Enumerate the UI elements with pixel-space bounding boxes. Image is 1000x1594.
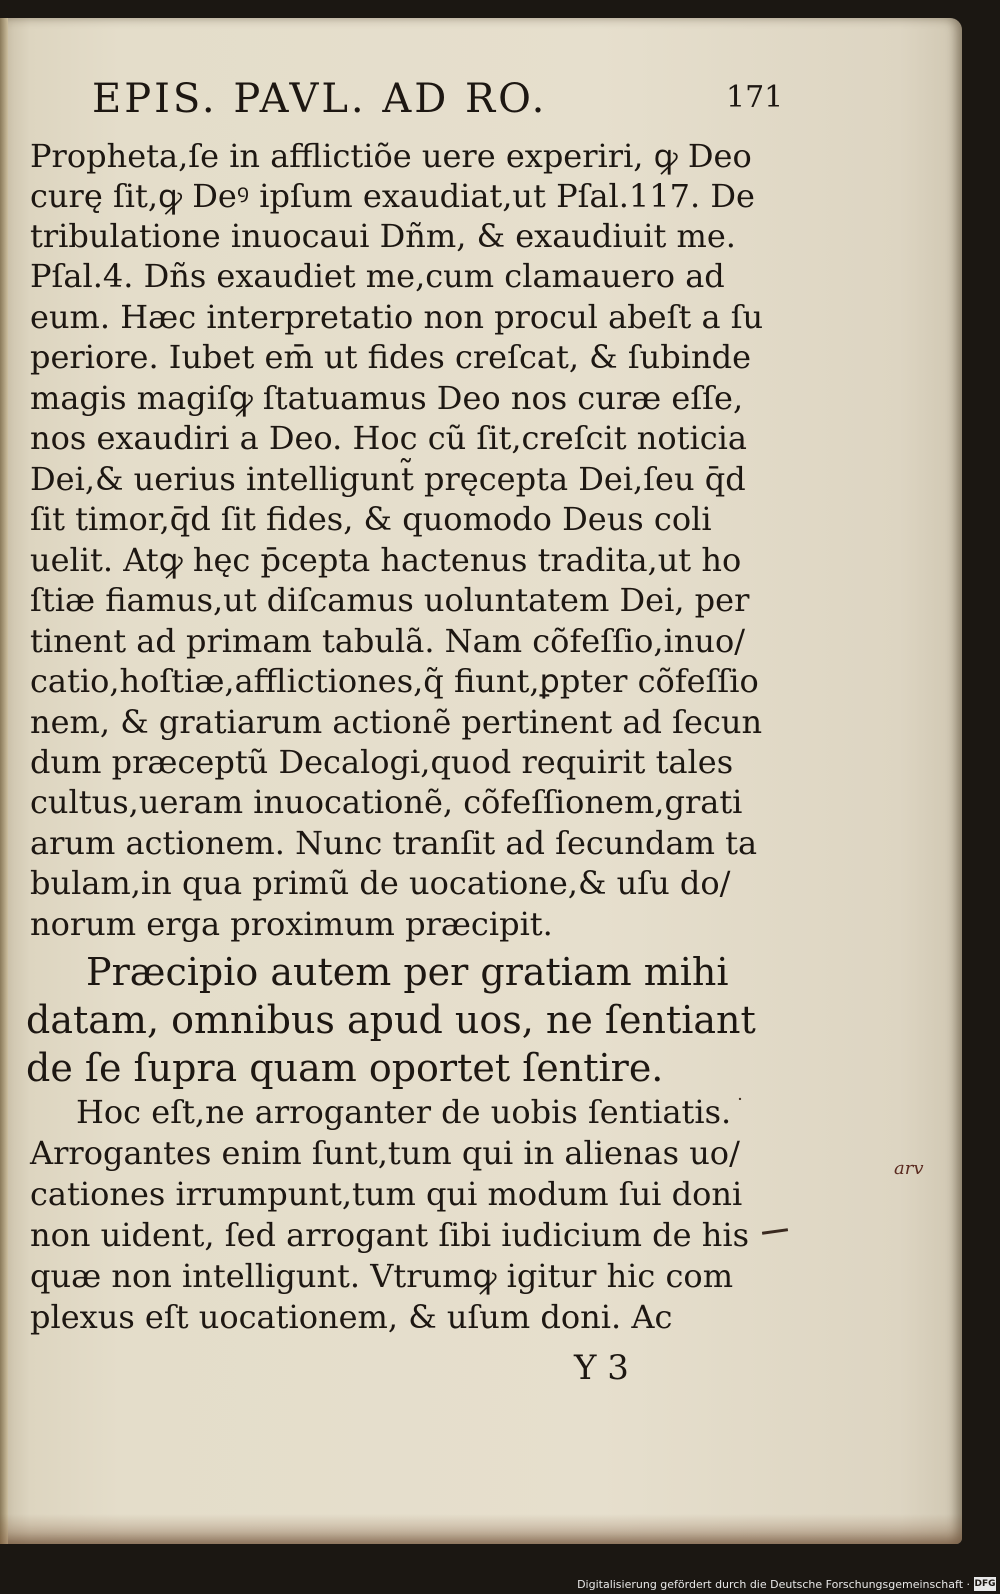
page-gutter <box>0 18 8 1544</box>
margin-dash-mark <box>762 1228 788 1235</box>
body-line: nos exaudiri a Deo. Hoc cũ ſit,creſcit noticia <box>30 419 747 457</box>
funding-credit: Digitalisierung gefördert durch die Deutsche Forschungsgemeinschaft · <box>577 1578 970 1591</box>
lemma-line: Præcipio autem per gratiam mihi <box>86 950 729 994</box>
commentary-line: Arrogantes enim ſunt,tum qui in alienas uo/ <box>30 1134 740 1172</box>
marginal-note: arv <box>894 1158 924 1179</box>
body-line: tribulatione inuocaui Dñm, & exaudiuit me. <box>30 217 736 255</box>
commentary-line: quæ non intelligunt. Vtrumꝙ igitur hic com <box>30 1257 734 1295</box>
body-line: catio,hoſtiæ,afflictiones,q̃ fiunt,ꝑpter cõfeſſio <box>30 662 759 700</box>
lemma-line: datam, omnibus apud uos, ne ſentiant <box>26 998 756 1042</box>
commentary-line: plexus eſt uocationem, & uſum doni. Ac <box>30 1298 673 1336</box>
body-line: norum erga proximum præcipit. <box>30 905 553 943</box>
body-line: bulam,in qua primũ de uocatione,& uſu do/ <box>30 864 731 902</box>
running-header <box>92 76 784 128</box>
body-line: magis magiſꝙ ſtatuamus Deo nos curæ eſſe, <box>30 379 744 417</box>
body-line: ſtiæ fiamus,ut diſcamus uoluntatem Dei, per <box>30 581 750 619</box>
bracket-mark: ˙ <box>735 1094 745 1118</box>
body-line: eum. Hæc interpretatio non procul abeſt a ſu <box>30 298 764 336</box>
body-line: tinent ad primam tabulã. Nam cõfeſſio,inuo/ <box>30 622 746 660</box>
body-line: Pſal.4. Dñs exaudiet me,cum clamauero ad <box>30 257 725 295</box>
body-line: nem, & gratiarum actionẽ pertinent ad ſecun <box>30 703 763 741</box>
footer-bar <box>0 1572 1000 1594</box>
body-line: uelit. Atꝙ hęc p̄cepta hactenus tradita,ut ho <box>30 541 742 579</box>
folio-number: 171 <box>726 80 784 115</box>
signature-mark: Y 3 <box>574 1348 629 1388</box>
dfg-logo: DFG <box>974 1579 996 1589</box>
body-line: arum actionem. Nunc tranſit ad ſecundam ta <box>30 824 758 862</box>
body-line: Propheta,ſe in afflictiõe uere experiri, ꝙ Deo <box>30 137 752 175</box>
body-line: dum præceptũ Decalogi,quod requirit tales <box>30 743 734 781</box>
book-page <box>0 18 962 1544</box>
commentary-line: cationes irrumpunt,tum qui modum ſui doni <box>30 1175 743 1213</box>
running-title: EPIS. PAVL. AD RO. <box>92 76 548 122</box>
lemma-line: de ſe ſupra quam oportet ſentire. <box>26 1046 664 1090</box>
body-line: curę ſit,ꝙ Deꝰ ipſum exaudiat,ut Pſal.117. De <box>30 177 755 215</box>
body-line: Dei,& uerius intelligunt̃ pręcepta Dei,ſeu q̄d <box>30 460 746 498</box>
commentary-line: non uident, ſed arrogant ſibi iudicium de his <box>30 1216 749 1254</box>
body-line: periore. Iubet em̄ ut fides creſcat, & ſubinde <box>30 338 752 376</box>
page-edge-shadow <box>0 1514 962 1544</box>
body-line: cultus,ueram inuocationẽ, cõfeſſionem,grati <box>30 783 743 821</box>
commentary-line: Hoc eſt,ne arroganter de uobis ſentiatis. <box>76 1093 732 1131</box>
body-line: ſit timor,q̄d ſit fides, & quomodo Deus coli <box>30 500 712 538</box>
